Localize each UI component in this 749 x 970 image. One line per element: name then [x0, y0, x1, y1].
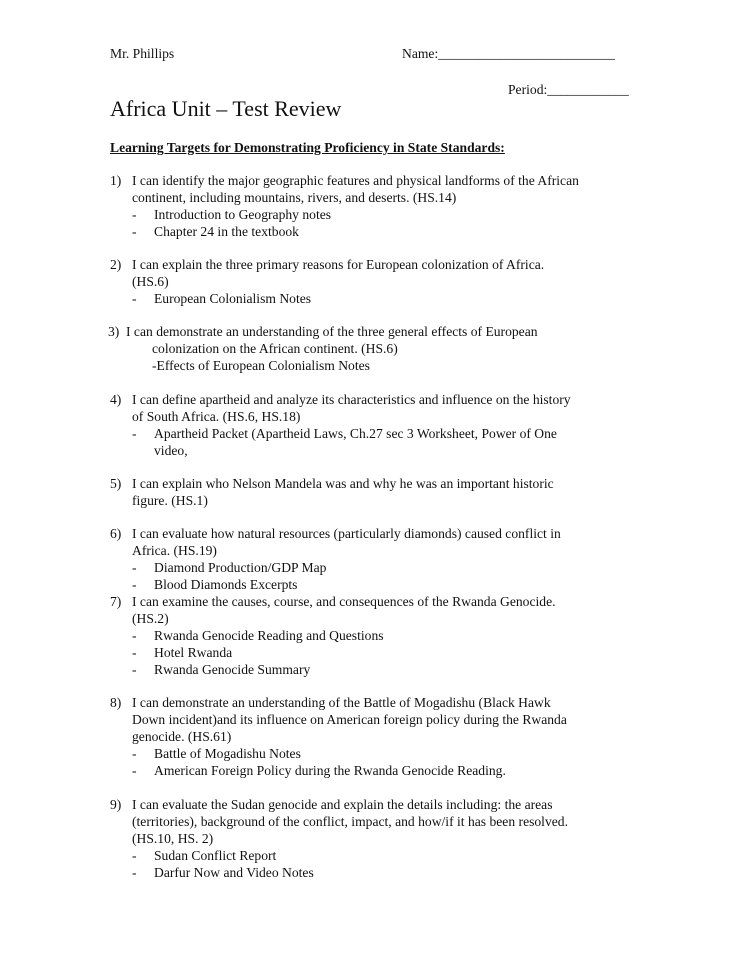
target-text-line: I can demonstrate an understanding of the Battle of Mogadishu (Black Hawk: [132, 695, 551, 710]
target-number: 4): [110, 392, 122, 407]
learning-target-7: 7) I can examine the causes, course, and consequences of the Rwanda Genocide. (HS.2) - Rwanda Genocide Reading and Questions - Hotel Rwanda - Rwanda Genocide Summary: [110, 594, 556, 677]
target-text-line: (HS.6): [132, 274, 169, 289]
target-text-line: -Effects of European Colonialism Notes: [152, 358, 370, 373]
resource-item: Diamond Production/GDP Map: [154, 560, 327, 575]
resource-item: American Foreign Policy during the Rwanda Genocide Reading.: [154, 763, 506, 778]
resource-item: Introduction to Geography notes: [154, 207, 332, 222]
target-text-line: genocide. (HS.61): [132, 729, 232, 744]
target-text-line: I can explain the three primary reasons for European colonization of Africa.: [132, 257, 545, 272]
resource-item: Rwanda Genocide Summary: [154, 662, 311, 677]
target-text-line: colonization on the African continent. (HS.6): [152, 341, 398, 356]
target-text-line: I can evaluate how natural resources (particularly diamonds) caused conflict in: [132, 526, 561, 541]
resource-item: Sudan Conflict Report: [154, 848, 277, 863]
resource-item: Darfur Now and Video Notes: [154, 865, 314, 880]
target-text-line: (HS.10, HS. 2): [132, 831, 214, 846]
resource-item: Apartheid Packet (Apartheid Laws, Ch.27 sec 3 Worksheet, Power of One: [154, 426, 557, 441]
resource-item: Hotel Rwanda: [154, 645, 233, 660]
section-heading: Learning Targets for Demonstrating Proficiency in State Standards:: [110, 140, 505, 155]
learning-target-4: 4) I can define apartheid and analyze its characteristics and influence on the history of South Africa. (HS.6, HS.18) - Apartheid Packet (Apartheid Laws, Ch.27 sec 3 Worksheet, Power of One video,: [110, 392, 571, 458]
target-text-line: I can evaluate the Sudan genocide and explain the details including: the areas: [132, 797, 553, 812]
resource-item: Battle of Mogadishu Notes: [154, 746, 301, 761]
target-text-line: I can demonstrate an understanding of the three general effects of European: [126, 324, 538, 339]
target-text-line: (HS.2): [132, 611, 169, 626]
learning-target-6: 6) I can evaluate how natural resources (particularly diamonds) caused conflict in Africa. (HS.19) - Diamond Production/GDP Map - Blood Diamonds Excerpts: [110, 526, 561, 592]
target-text-line: Down incident)and its influence on American foreign policy during the Rwanda: [132, 712, 567, 727]
student-name-field: Name:__________________________: [402, 46, 615, 61]
target-number: 1): [110, 173, 122, 188]
target-text-line: figure. (HS.1): [132, 493, 208, 508]
target-text-line: continent, including mountains, rivers, and deserts. (HS.14): [132, 190, 457, 205]
target-number: 7): [110, 594, 122, 609]
learning-target-9: 9) I can evaluate the Sudan genocide and explain the details including: the areas (territories), background of the conflict, impact, and how/if it has been resolved. (HS.10, HS. 2) - Sudan Conflict Report - Darfur Now and Video Notes: [110, 797, 568, 880]
target-number: 2): [110, 257, 122, 272]
target-text-line: I can examine the causes, course, and consequences of the Rwanda Genocide.: [132, 594, 556, 609]
teacher-name: Mr. Phillips: [110, 46, 175, 61]
learning-target-3: [108, 323, 628, 374]
resource-item: Rwanda Genocide Reading and Questions: [154, 628, 384, 643]
target-number: 3): [108, 324, 120, 339]
target-text-line: I can explain who Nelson Mandela was and why he was an important historic: [132, 476, 554, 491]
learning-target-2: 2) I can explain the three primary reasons for European colonization of Africa. (HS.6) - European Colonialism Notes: [110, 257, 545, 306]
target-text-line: of South Africa. (HS.6, HS.18): [132, 409, 301, 424]
target-text-line: Africa. (HS.19): [132, 543, 217, 558]
resource-item: European Colonialism Notes: [154, 291, 312, 306]
resource-item: video,: [154, 443, 188, 458]
learning-target-8: 8) I can demonstrate an understanding of the Battle of Mogadishu (Black Hawk Down incident)and its influence on American foreign policy during the Rwanda genocide. (HS.61) - Battle of Mogadishu Notes - American Foreign Policy during the Rwanda Genocide Reading.: [110, 695, 567, 778]
target-text-line: (territories), background of the conflict, impact, and how/if it has been resolved.: [132, 814, 568, 829]
target-number: 6): [110, 526, 122, 541]
target-number: 8): [110, 695, 122, 710]
target-number: 5): [110, 476, 122, 491]
period-field: Period:____________: [508, 82, 629, 97]
learning-target-5: [110, 475, 630, 509]
resource-item: Chapter 24 in the textbook: [154, 224, 299, 239]
target-text-line: I can identify the major geographic features and physical landforms of the African: [132, 173, 579, 188]
resource-item: Blood Diamonds Excerpts: [154, 577, 298, 592]
page-title: Africa Unit – Test Review: [110, 96, 342, 121]
learning-target-1: 1) I can identify the major geographic features and physical landforms of the African continent, including mountains, rivers, and deserts. (HS.14) - Introduction to Geography notes - Chapter 24 in the textbook: [110, 173, 579, 239]
target-number: 9): [110, 797, 122, 812]
target-text-line: I can define apartheid and analyze its characteristics and influence on the history: [132, 392, 571, 407]
